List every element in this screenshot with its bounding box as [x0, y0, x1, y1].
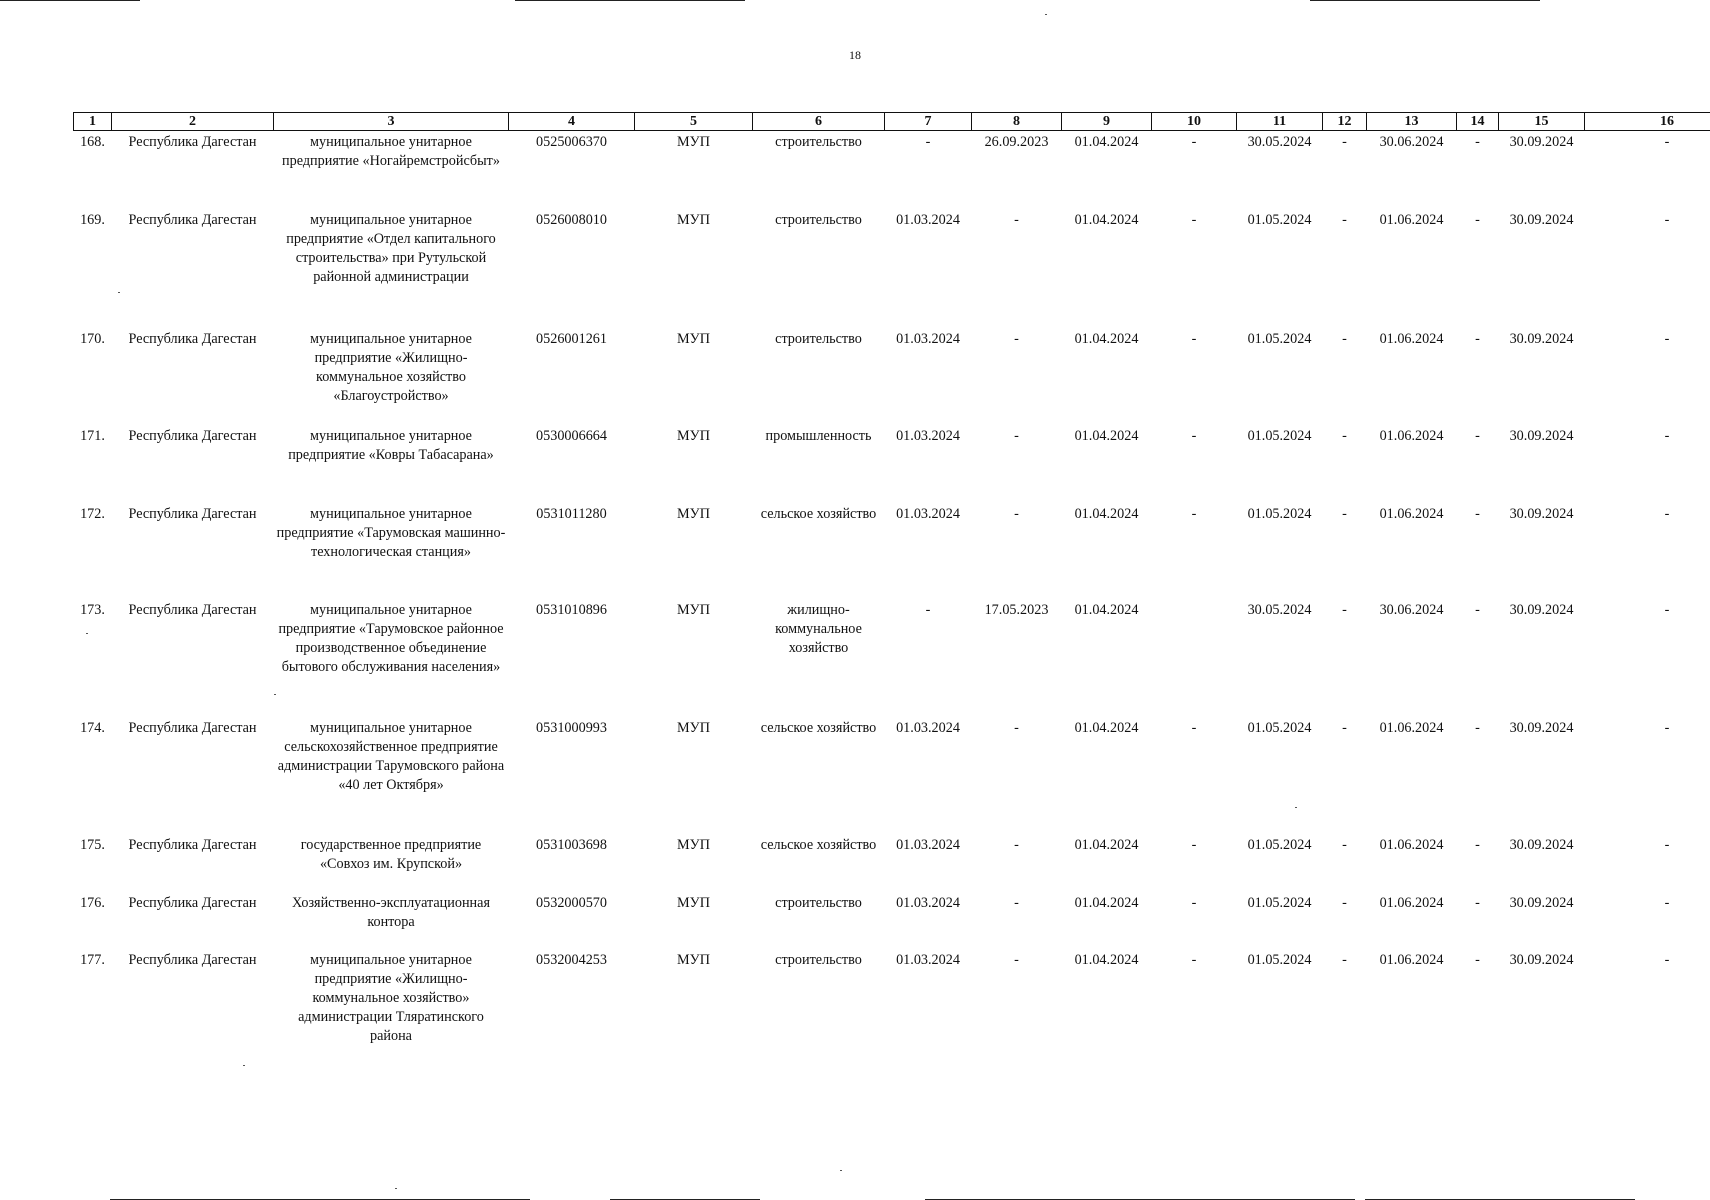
row-number: 177. [80, 951, 105, 968]
date-cell-10: - [1191, 951, 1197, 968]
table-row [74, 209, 1710, 328]
row-number: 171. [80, 427, 105, 444]
date-cell-14: - [1475, 601, 1480, 618]
date-cell-15: 30.09.2024 [1509, 836, 1574, 853]
column-header: 10 [1152, 113, 1237, 131]
column-header: 13 [1367, 113, 1457, 131]
date-cell-15: 30.09.2024 [1509, 211, 1574, 228]
date-cell-9: 01.04.2024 [1074, 894, 1139, 911]
date-cell-13: 01.06.2024 [1379, 427, 1444, 444]
date-cell-15: 30.09.2024 [1509, 951, 1574, 968]
date-cell-14: - [1475, 134, 1480, 150]
date-cell-15: 30.09.2024 [1509, 427, 1574, 444]
legal-form-cell: МУП [677, 719, 710, 736]
date-cell-11: 01.05.2024 [1247, 427, 1312, 444]
column-header: 12 [1323, 113, 1367, 131]
date-cell-8: - [1014, 951, 1019, 968]
date-cell-7: - [925, 601, 931, 618]
region-cell: Республика Дагестан [128, 836, 257, 853]
sector-cell: сельское хозяйство [760, 505, 877, 522]
date-cell-15: 30.09.2024 [1509, 505, 1574, 522]
column-header: 14 [1457, 113, 1499, 131]
enterprise-name-cell: муниципальное унитарное предприятие «Ковры Табасарана» [288, 427, 494, 463]
date-cell-12: - [1342, 330, 1347, 347]
scan-edge-line [515, 0, 745, 1]
date-cell-9: 01.04.2024 [1074, 836, 1139, 853]
region-cell: Республика Дагестан [128, 894, 257, 911]
date-cell-14: - [1475, 894, 1480, 911]
enterprise-name-cell: муниципальное унитарное предприятие «Жилищно-коммунальное хозяйство» администрации Тляратинского района [298, 951, 484, 1044]
date-cell-8: - [1014, 427, 1019, 444]
date-cell-7: 01.03.2024 [896, 951, 960, 968]
column-header: 16 [1585, 113, 1710, 131]
date-cell-8: - [1014, 330, 1019, 347]
date-cell-7: 01.03.2024 [896, 836, 960, 853]
legal-form-cell: МУП [677, 836, 710, 853]
date-cell-8: - [1014, 505, 1019, 522]
date-cell-7: - [925, 134, 931, 150]
legal-form-cell: МУП [677, 951, 710, 968]
date-cell-13: 30.06.2024 [1379, 134, 1444, 150]
legal-form-cell: МУП [677, 427, 710, 444]
inn-cell: 0531010896 [536, 601, 607, 618]
column-header: 2 [112, 113, 274, 131]
row-number: 172. [80, 505, 105, 522]
column-header: 9 [1062, 113, 1152, 131]
date-cell-16: - [1664, 894, 1670, 911]
table-row [74, 503, 1710, 599]
date-cell-10: - [1191, 719, 1197, 736]
date-cell-8: - [1014, 894, 1019, 911]
header-row [74, 113, 1710, 131]
date-cell-16: - [1664, 211, 1670, 228]
inn-cell: 0531003698 [536, 836, 607, 853]
date-cell-13: 01.06.2024 [1379, 719, 1444, 736]
column-header: 4 [509, 113, 635, 131]
date-cell-10: - [1191, 427, 1197, 444]
date-cell-7: 01.03.2024 [896, 894, 960, 911]
date-cell-16: - [1664, 601, 1670, 618]
date-cell-11: 01.05.2024 [1247, 719, 1312, 736]
date-cell-11: 30.05.2024 [1247, 134, 1312, 150]
date-cell-16: - [1664, 134, 1670, 150]
date-cell-14: - [1475, 505, 1480, 522]
date-cell-8: - [1014, 719, 1019, 736]
column-header: 8 [972, 113, 1062, 131]
date-cell-15: 30.09.2024 [1509, 894, 1574, 911]
date-cell-14: - [1475, 719, 1480, 736]
sector-cell: строительство [775, 134, 862, 150]
date-cell-10: - [1191, 211, 1197, 228]
column-header: 15 [1499, 113, 1585, 131]
scan-speck [395, 1188, 397, 1189]
legal-form-cell: МУП [677, 505, 710, 522]
date-cell-9: 01.04.2024 [1074, 330, 1139, 347]
enterprise-name-cell: муниципальное унитарное предприятие «Жилищно-коммунальное хозяйство «Благоустройство» [310, 330, 472, 404]
date-cell-8: - [1014, 211, 1019, 228]
date-cell-15: 30.09.2024 [1509, 330, 1574, 347]
enterprise-name-cell: муниципальное унитарное сельскохозяйственное предприятие администрации Тарумовского района «40 лет Октября» [277, 719, 505, 793]
inn-cell: 0525006370 [536, 134, 607, 150]
date-cell-11: 30.05.2024 [1247, 601, 1312, 618]
date-cell-12: - [1342, 894, 1347, 911]
date-cell-16: - [1664, 951, 1670, 968]
date-cell-12: - [1342, 951, 1347, 968]
sector-cell: строительство [775, 951, 862, 968]
date-cell-16: - [1664, 427, 1670, 444]
date-cell-10: - [1191, 894, 1197, 911]
enterprise-name-cell: муниципальное унитарное предприятие «Отдел капитального строительства» при Рутульской районной администрации [286, 211, 496, 285]
table-row [74, 949, 1710, 1059]
date-cell-12: - [1342, 836, 1347, 853]
region-cell: Республика Дагестан [128, 211, 257, 228]
date-cell-15: 30.09.2024 [1509, 134, 1574, 150]
registry-table [73, 112, 1710, 1059]
date-cell-11: 01.05.2024 [1247, 211, 1312, 228]
date-cell-10: - [1191, 134, 1197, 150]
date-cell-16: - [1664, 719, 1670, 736]
region-cell: Республика Дагестан [128, 951, 257, 968]
table-row [74, 599, 1710, 717]
date-cell-9: 01.04.2024 [1074, 134, 1139, 150]
column-header: 3 [274, 113, 509, 131]
date-cell-13: 01.06.2024 [1379, 951, 1444, 968]
sector-cell: строительство [775, 894, 862, 911]
enterprise-name-cell: муниципальное унитарное предприятие «Ногайремстройсбыт» [282, 134, 500, 169]
inn-cell: 0531011280 [536, 505, 607, 522]
enterprise-name-cell: государственное предприятие «Совхоз им. Крупской» [300, 836, 482, 872]
sector-cell: строительство [775, 330, 862, 347]
enterprise-name-cell: муниципальное унитарное предприятие «Тарумовское районное производственное объединение бытового обслуживания населения» [278, 601, 504, 675]
date-cell-12: - [1342, 134, 1347, 150]
row-number: 169. [80, 211, 105, 228]
date-cell-10: - [1191, 330, 1197, 347]
column-header: 1 [74, 113, 112, 131]
date-cell-13: 01.06.2024 [1379, 836, 1444, 853]
date-cell-13: 30.06.2024 [1379, 601, 1444, 618]
date-cell-14: - [1475, 836, 1480, 853]
scan-speck [840, 1170, 842, 1171]
date-cell-11: 01.05.2024 [1247, 505, 1312, 522]
inn-cell: 0526008010 [536, 211, 607, 228]
date-cell-14: - [1475, 330, 1480, 347]
column-header: 7 [885, 113, 972, 131]
row-number: 175. [80, 836, 105, 853]
date-cell-13: 01.06.2024 [1379, 894, 1444, 911]
date-cell-14: - [1475, 951, 1480, 968]
region-cell: Республика Дагестан [128, 601, 257, 618]
column-header: 6 [753, 113, 885, 131]
date-cell-8: - [1014, 836, 1019, 853]
scan-edge-line [0, 0, 140, 1]
date-cell-11: 01.05.2024 [1247, 330, 1312, 347]
row-number: 174. [80, 719, 105, 736]
date-cell-12: - [1342, 719, 1347, 736]
date-cell-15: 30.09.2024 [1509, 601, 1574, 618]
date-cell-11: 01.05.2024 [1247, 951, 1312, 968]
enterprise-name-cell: Хозяйственно-эксплуатационная контора [292, 894, 490, 930]
date-cell-16: - [1664, 505, 1670, 522]
sector-cell: сельское хозяйство [760, 719, 877, 736]
table-row [74, 892, 1710, 949]
inn-cell: 0526001261 [536, 330, 607, 347]
date-cell-7: 01.03.2024 [896, 211, 960, 228]
legal-form-cell: МУП [677, 601, 710, 618]
date-cell-13: 01.06.2024 [1379, 505, 1444, 522]
table-row [74, 717, 1710, 834]
date-cell-12: - [1342, 427, 1347, 444]
date-cell-10: - [1191, 505, 1197, 522]
region-cell: Республика Дагестан [128, 134, 257, 150]
date-cell-10: - [1191, 836, 1197, 853]
enterprise-name-cell: муниципальное унитарное предприятие «Тарумовская машинно-технологическая станция» [276, 505, 506, 560]
date-cell-12: - [1342, 211, 1347, 228]
table-row [74, 834, 1710, 892]
date-cell-13: 01.06.2024 [1379, 211, 1444, 228]
page-number: 18 [849, 48, 861, 62]
date-cell-11: 01.05.2024 [1247, 894, 1312, 911]
date-cell-11: 01.05.2024 [1247, 836, 1312, 853]
date-cell-14: - [1475, 427, 1480, 444]
legal-form-cell: МУП [677, 894, 710, 911]
row-number: 168. [80, 134, 105, 150]
date-cell-9: 01.04.2024 [1074, 951, 1139, 968]
inn-cell: 0531000993 [536, 719, 607, 736]
column-header: 11 [1237, 113, 1323, 131]
table-row [74, 425, 1710, 503]
date-cell-10 [1152, 599, 1237, 717]
date-cell-7: 01.03.2024 [896, 719, 960, 736]
row-number: 173. [80, 601, 105, 618]
row-number: 176. [80, 894, 105, 911]
date-cell-9: 01.04.2024 [1074, 211, 1139, 228]
row-number: 170. [80, 330, 105, 347]
inn-cell: 0532000570 [536, 894, 607, 911]
region-cell: Республика Дагестан [128, 330, 257, 347]
date-cell-13: 01.06.2024 [1379, 330, 1444, 347]
sector-cell: строительство [775, 211, 862, 228]
region-cell: Республика Дагестан [128, 505, 257, 522]
date-cell-14: - [1475, 211, 1480, 228]
sector-cell: жилищно-коммунальное хозяйство [775, 601, 862, 656]
date-cell-9: 01.04.2024 [1074, 505, 1139, 522]
date-cell-16: - [1664, 330, 1670, 347]
inn-cell: 0530006664 [536, 427, 607, 444]
scan-edge-line [1310, 0, 1540, 1]
date-cell-8: 26.09.2023 [984, 134, 1049, 150]
date-cell-7: 01.03.2024 [896, 330, 960, 347]
legal-form-cell: МУП [677, 134, 710, 150]
date-cell-12: - [1342, 505, 1347, 522]
date-cell-8: 17.05.2023 [984, 601, 1049, 618]
sector-cell: промышленность [765, 427, 872, 444]
date-cell-9: 01.04.2024 [1074, 601, 1139, 618]
date-cell-12: - [1342, 601, 1347, 618]
scan-speck [243, 1065, 245, 1066]
region-cell: Республика Дагестан [128, 427, 257, 444]
sector-cell: сельское хозяйство [760, 836, 877, 853]
table-row [74, 328, 1710, 425]
region-cell: Республика Дагестан [128, 719, 257, 736]
table-row [74, 131, 1710, 209]
scan-speck [1045, 14, 1047, 15]
legal-form-cell: МУП [677, 211, 710, 228]
date-cell-9: 01.04.2024 [1074, 427, 1139, 444]
legal-form-cell: МУП [677, 330, 710, 347]
inn-cell: 0532004253 [536, 951, 607, 968]
column-header: 5 [635, 113, 753, 131]
date-cell-15: 30.09.2024 [1509, 719, 1574, 736]
date-cell-7: 01.03.2024 [896, 427, 960, 444]
date-cell-7: 01.03.2024 [896, 505, 960, 522]
date-cell-9: 01.04.2024 [1074, 719, 1139, 736]
date-cell-16: - [1664, 836, 1670, 853]
